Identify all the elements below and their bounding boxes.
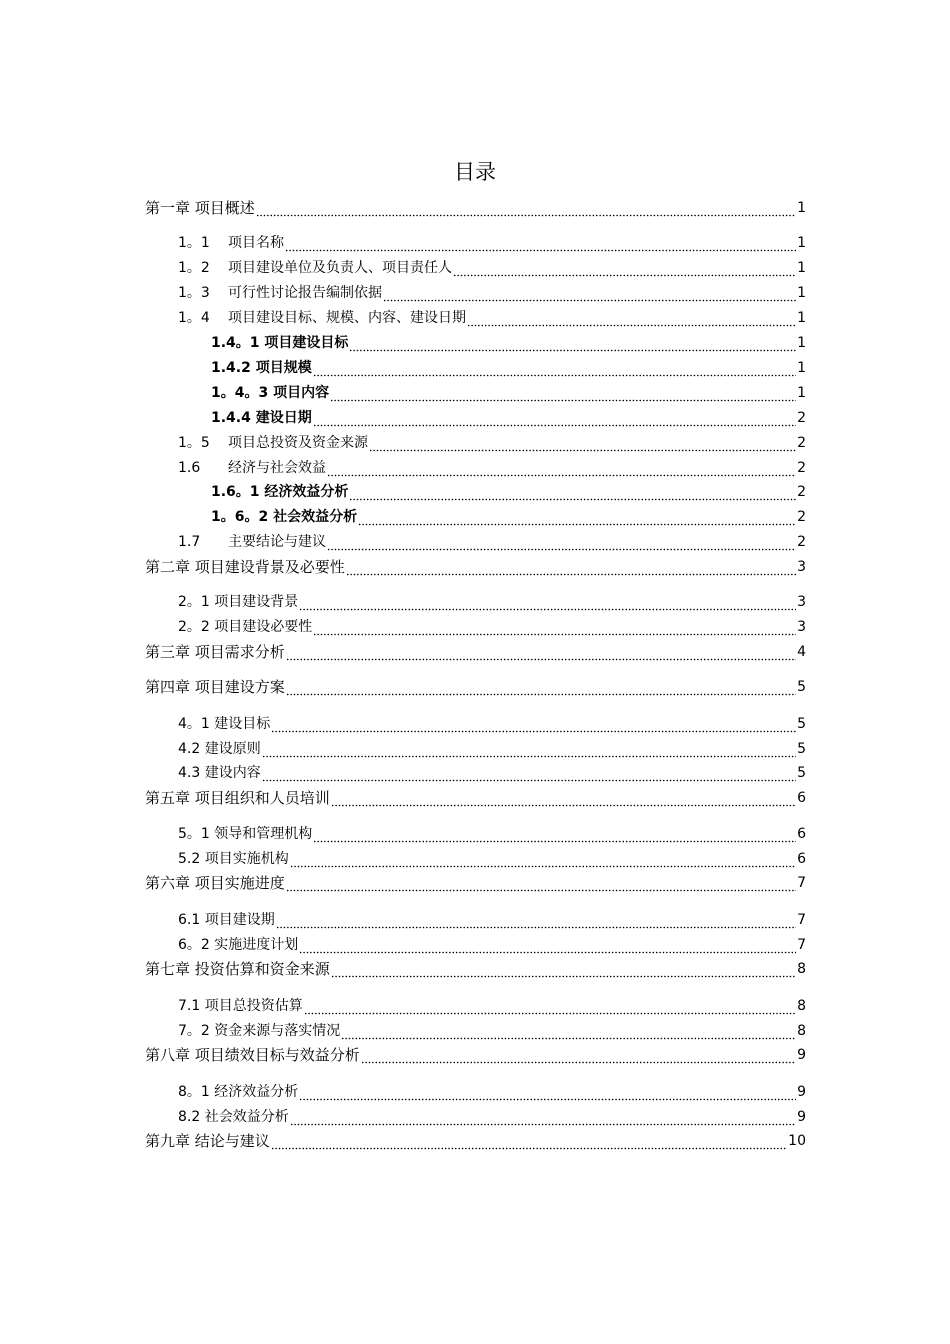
dot-leader: [262, 738, 796, 760]
dot-leader: [299, 934, 796, 956]
toc-page-number: 8: [797, 1023, 806, 1039]
dot-leader: [383, 282, 796, 304]
toc-page-number: 5: [797, 716, 806, 732]
toc-entry-1-4-4[interactable]: [211, 407, 806, 429]
toc-entry-number: 1。1: [178, 235, 210, 251]
toc-entry-text: 8。1 经济效益分析: [178, 1084, 299, 1100]
dot-leader: [299, 1081, 796, 1103]
toc-page-number: 3: [797, 594, 806, 610]
toc-page-number: 1: [797, 310, 806, 326]
toc-page-number: 4: [797, 644, 806, 660]
toc-entry-1-4-3[interactable]: [211, 382, 806, 404]
toc-entry-chapter-7[interactable]: [145, 958, 806, 980]
toc-entry-number: 1。2: [178, 260, 210, 276]
toc-entry-chapter-4[interactable]: [145, 676, 806, 698]
toc-entry-number: 1.7: [178, 534, 201, 550]
toc-entry-text: 1。4。3 项目内容: [211, 385, 330, 401]
dot-leader: [304, 995, 796, 1017]
toc-entry-number: 1。5: [178, 435, 210, 451]
dot-leader: [330, 382, 796, 404]
dot-leader: [361, 1044, 796, 1066]
toc-entry-text: 5。1 领导和管理机构: [178, 826, 313, 842]
toc-entry-text: 项目建设单位及负责人、项目责任人: [228, 260, 452, 276]
dot-leader: [262, 762, 796, 784]
toc-entry-chapter-9[interactable]: [145, 1130, 806, 1152]
toc-page-number: 6: [797, 790, 806, 806]
dot-leader: [369, 432, 796, 454]
toc-entry-text: 第八章 项目绩效目标与效益分析: [145, 1046, 360, 1064]
toc-entry-8-2[interactable]: [178, 1106, 806, 1128]
dot-leader: [313, 823, 796, 845]
dot-leader: [331, 958, 796, 980]
toc-page-number: 6: [797, 826, 806, 842]
dot-leader: [341, 1020, 796, 1042]
toc-page-number: 5: [797, 679, 806, 695]
toc-page-number: 2: [797, 435, 806, 451]
toc-entry-text: 第六章 项目实施进度: [145, 874, 285, 892]
toc-entry-text: 第一章 项目概述: [145, 199, 255, 217]
toc-entry-4-1[interactable]: [178, 713, 806, 735]
toc-entry-text: 第二章 项目建设背景及必要性: [145, 558, 345, 576]
dot-leader: [290, 1106, 796, 1128]
toc-entry-text: 1.4.2 项目规模: [211, 360, 312, 376]
toc-entry-text: 第五章 项目组织和人员培训: [145, 789, 330, 807]
toc-entry-4-2[interactable]: [178, 738, 806, 760]
toc-page-number: 1: [797, 360, 806, 376]
toc-page-number: 9: [797, 1047, 806, 1063]
toc-entry-chapter-2[interactable]: [145, 556, 806, 578]
toc-entry-number: 1.6: [178, 460, 201, 476]
dot-leader: [313, 407, 796, 429]
toc-page-number: 2: [797, 509, 806, 525]
toc-entry-number: 1。3: [178, 285, 210, 301]
toc-page-number: 2: [797, 534, 806, 550]
toc-entry-7-2[interactable]: [178, 1020, 806, 1042]
dot-leader: [256, 197, 796, 219]
toc-page-number: 1: [797, 285, 806, 301]
toc-page-number: 1: [797, 235, 806, 251]
dot-leader: [271, 1130, 787, 1152]
toc-entry-text: 第九章 结论与建议: [145, 1132, 270, 1150]
dot-leader: [349, 332, 796, 354]
dot-leader: [453, 257, 796, 279]
toc-entry-6-2[interactable]: [178, 934, 806, 956]
dot-leader: [327, 531, 796, 553]
toc-entry-1-6-2[interactable]: [211, 506, 806, 528]
toc-entry-text: 5.2 项目实施机构: [178, 851, 289, 867]
toc-entry-2-1[interactable]: [178, 591, 806, 613]
toc-entry-text: 6。2 实施进度计划: [178, 937, 299, 953]
toc-entry-1-1[interactable]: [178, 232, 806, 254]
dot-leader: [271, 713, 796, 735]
toc-entry-text: 1.4.4 建设日期: [211, 410, 312, 426]
toc-entry-1-5[interactable]: [178, 432, 806, 454]
toc-entry-text: 8.2 社会效益分析: [178, 1109, 289, 1125]
toc-entry-number: 1。4: [178, 310, 210, 326]
dot-leader: [286, 872, 796, 894]
toc-entry-1-6-1[interactable]: [211, 481, 806, 503]
toc-entry-text: 7。2 资金来源与落实情况: [178, 1023, 341, 1039]
toc-page-number: 5: [797, 741, 806, 757]
dot-leader: [313, 616, 796, 638]
toc-entry-text: 4.2 建设原则: [178, 741, 261, 757]
toc-entry-text: 经济与社会效益: [228, 460, 326, 476]
toc-entry-chapter-8[interactable]: [145, 1044, 806, 1066]
toc-page-number: 9: [797, 1109, 806, 1125]
toc-page-number: 3: [797, 619, 806, 635]
toc-entry-8-1[interactable]: [178, 1081, 806, 1103]
toc-entry-text: 2。2 项目建设必要性: [178, 619, 313, 635]
toc-page-number: 2: [797, 460, 806, 476]
toc-entry-2-2[interactable]: [178, 616, 806, 638]
toc-entry-5-2[interactable]: [178, 848, 806, 870]
dot-leader: [285, 232, 796, 254]
toc-entry-1-4-1[interactable]: [211, 332, 806, 354]
toc-entry-text: 项目总投资及资金来源: [228, 435, 368, 451]
toc-page-number: 2: [797, 484, 806, 500]
toc-entry-4-3[interactable]: [178, 762, 806, 784]
toc-entry-text: 6.1 项目建设期: [178, 912, 275, 928]
toc-page-number: 1: [797, 200, 806, 216]
toc-entry-chapter-5[interactable]: [145, 787, 806, 809]
toc-entry-text: 7.1 项目总投资估算: [178, 998, 303, 1014]
toc-page-number: 8: [797, 998, 806, 1014]
toc-entry-text: 项目建设目标、规模、内容、建设日期: [228, 310, 466, 326]
toc-entry-text: 第七章 投资估算和资金来源: [145, 960, 330, 978]
toc-entry-1-4[interactable]: [178, 307, 806, 329]
toc-entry-text: 1.6。1 经济效益分析: [211, 484, 349, 500]
toc-entry-text: 第四章 项目建设方案: [145, 678, 285, 696]
toc-page-number: 2: [797, 410, 806, 426]
dot-leader: [290, 848, 796, 870]
toc-entry-1-2[interactable]: [178, 257, 806, 279]
dot-leader: [346, 556, 796, 578]
dot-leader: [327, 457, 796, 479]
toc-page-number: 6: [797, 851, 806, 867]
page-title: 目录: [454, 160, 496, 184]
toc-page-number: 3: [797, 559, 806, 575]
dot-leader: [286, 641, 796, 663]
toc-entry-1-7[interactable]: [178, 531, 806, 553]
toc-page-number: 9: [797, 1084, 806, 1100]
toc-entry-chapter-6[interactable]: [145, 872, 806, 894]
dot-leader: [276, 909, 796, 931]
dot-leader: [313, 357, 796, 379]
toc-entry-7-1[interactable]: [178, 995, 806, 1017]
toc-entry-text: 2。1 项目建设背景: [178, 594, 299, 610]
toc-entry-text: 第三章 项目需求分析: [145, 643, 285, 661]
toc-entry-1-4-2[interactable]: [211, 357, 806, 379]
toc-entry-text: 项目名称: [228, 235, 284, 251]
toc-entry-1-3[interactable]: [178, 282, 806, 304]
dot-leader: [349, 481, 796, 503]
dot-leader: [331, 787, 796, 809]
toc-entry-text: 1。6。2 社会效益分析: [211, 509, 358, 525]
toc-entry-text: 4.3 建设内容: [178, 765, 261, 781]
toc-entry-text: 可行性讨论报告编制依据: [228, 285, 382, 301]
toc-entry-5-1[interactable]: [178, 823, 806, 845]
toc-page-number: 1: [797, 335, 806, 351]
toc-page-number: 7: [797, 937, 806, 953]
toc-page-number: 1: [797, 385, 806, 401]
toc-page-number: 8: [797, 961, 806, 977]
dot-leader: [299, 591, 796, 613]
toc-entry-6-1[interactable]: [178, 909, 806, 931]
toc-entry-text: 1.4。1 项目建设目标: [211, 335, 349, 351]
toc-entry-text: 主要结论与建议: [228, 534, 326, 550]
dot-leader: [358, 506, 796, 528]
toc-page-number: 7: [797, 875, 806, 891]
dot-leader: [286, 676, 796, 698]
toc-page-number: 1: [797, 260, 806, 276]
toc-entry-1-6[interactable]: [178, 457, 806, 479]
toc-page-number: 10: [788, 1133, 806, 1149]
toc-entry-chapter-3[interactable]: [145, 641, 806, 663]
toc-page-number: 5: [797, 765, 806, 781]
toc-entry-chapter-1[interactable]: [145, 197, 806, 219]
dot-leader: [467, 307, 796, 329]
toc-entry-text: 4。1 建设目标: [178, 716, 271, 732]
toc-page-number: 7: [797, 912, 806, 928]
